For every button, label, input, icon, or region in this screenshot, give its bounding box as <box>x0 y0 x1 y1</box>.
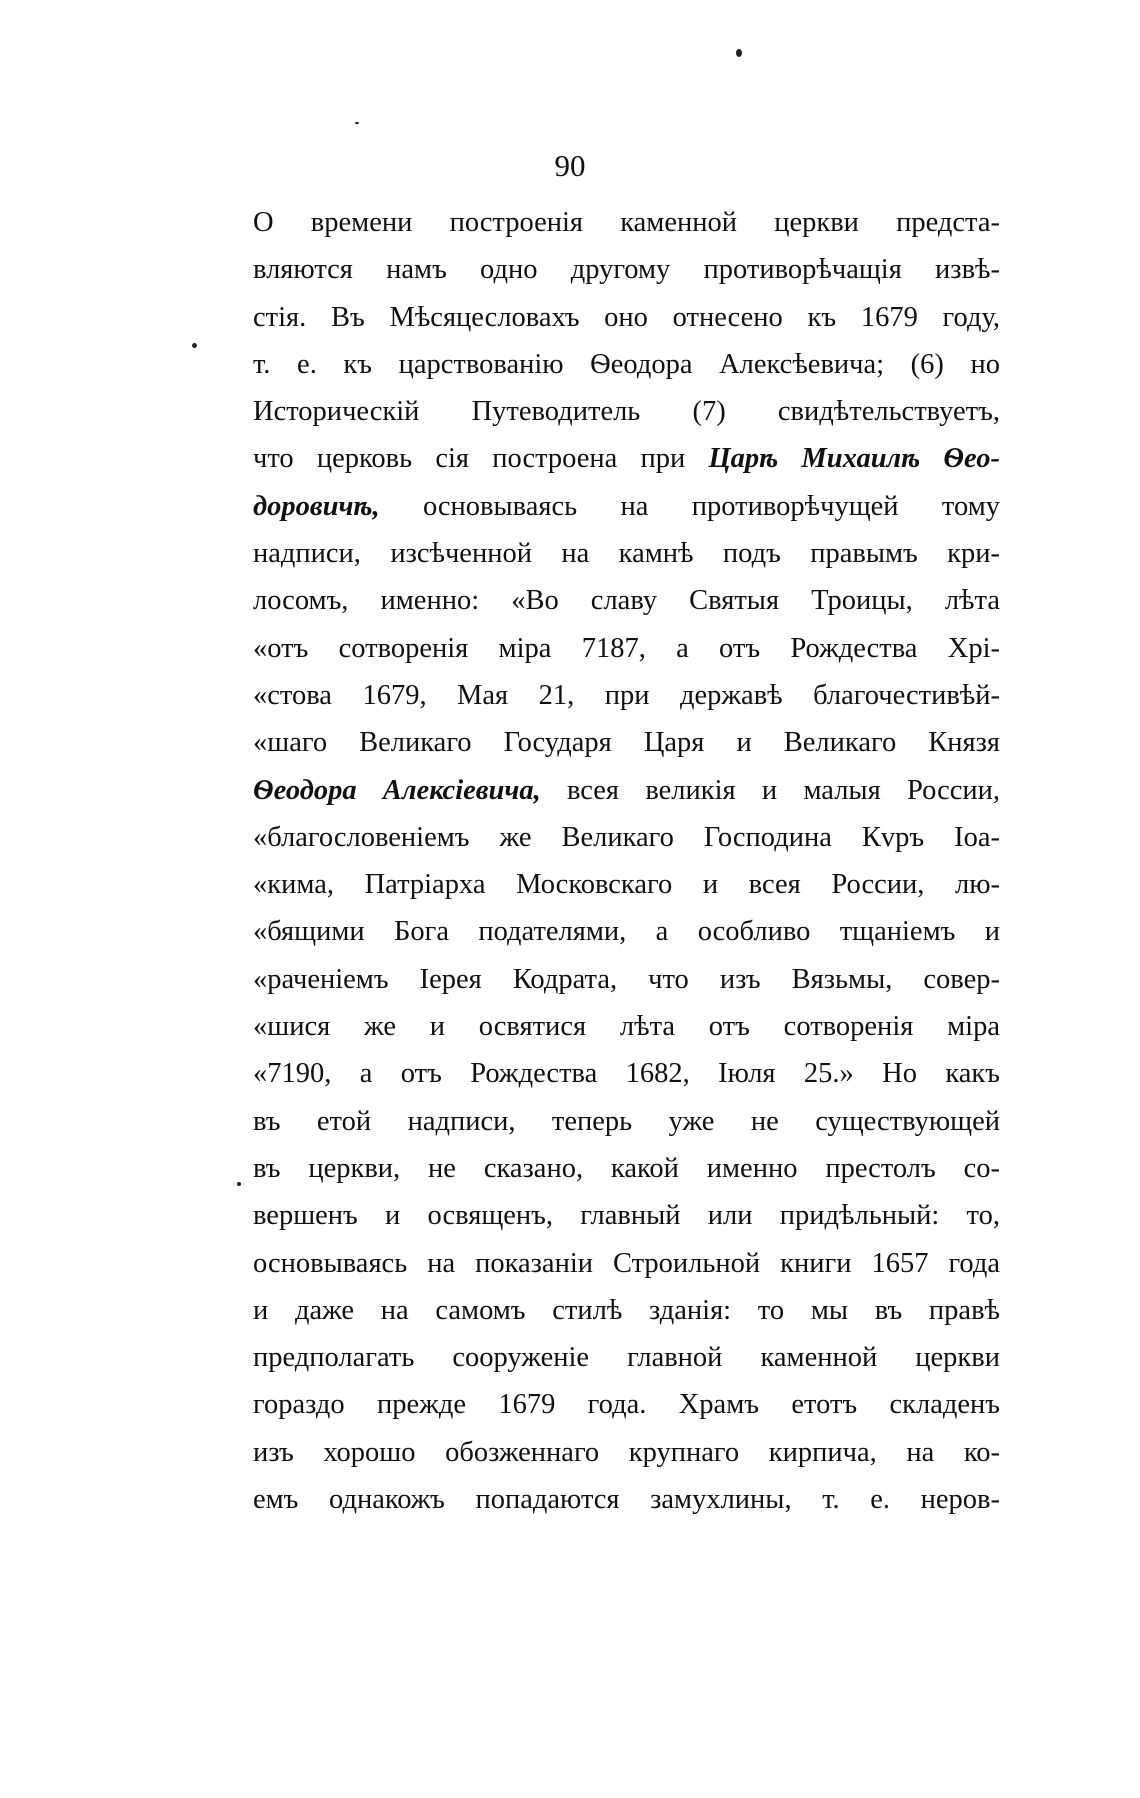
text-line <box>253 530 1000 577</box>
text-line <box>253 483 1000 530</box>
text-segment: гораздо прежде 1679 года. Храмъ етотъ складенъ <box>253 1389 1000 1421</box>
text-segment: основываясь на противорѣчущей тому <box>379 490 1000 522</box>
text-segment: О времени построенія каменной церкви предста- <box>253 207 1000 238</box>
text-line <box>253 1050 1000 1097</box>
text-segment: всея великія и малыя России, <box>540 774 1000 806</box>
text-segment: лосомъ, именно: «Во славу Святыя Троицы, лѣта <box>253 585 1000 617</box>
text-segment: основываясь на показаніи Строильной книги 1657 года <box>253 1247 1000 1279</box>
text-line <box>253 625 1000 672</box>
scan-speck <box>736 49 742 57</box>
text-segment: изъ хорошо обозженнаго крупнаго кирпича, на ко- <box>253 1436 1000 1468</box>
scan-speck <box>192 343 197 348</box>
text-line <box>253 719 1000 766</box>
italic-text-segment: Царѣ Михаилѣ Ѳео- <box>708 443 1000 475</box>
text-line <box>253 388 1000 435</box>
text-line <box>253 1098 1000 1145</box>
scan-speck <box>237 1182 241 1186</box>
text-segment: «отъ сотворенія міра 7187, а отъ Рождества Хрі- <box>253 632 1000 664</box>
text-line <box>253 1240 1000 1287</box>
text-segment: стія. Въ Мѣсяцесловахъ оно отнесено къ 1679 году, <box>253 301 1000 333</box>
text-line <box>253 199 1000 246</box>
text-line <box>253 341 1000 388</box>
text-line <box>253 1192 1000 1239</box>
text-segment: т. е. къ царствованію Ѳеодора Алексѣевича; (6) но <box>253 348 1000 380</box>
text-segment: «бящими Бога подателями, а особливо тщаніемъ и <box>253 916 1000 948</box>
text-line <box>253 1476 1000 1523</box>
text-line <box>253 1145 1000 1192</box>
text-line <box>253 767 1000 814</box>
text-segment: предполагать сооруженіе главной каменной церкви <box>253 1342 1000 1374</box>
text-segment: что церковь сія построена при <box>253 443 709 475</box>
text-line <box>253 814 1000 861</box>
text-line <box>253 1381 1000 1428</box>
text-line <box>253 577 1000 624</box>
text-segment: «благословеніемъ же Великаго Господина Кvръ Іоа- <box>253 821 1000 853</box>
text-line <box>253 246 1000 293</box>
text-line <box>253 672 1000 719</box>
text-segment: «раченіемъ Іерея Кодрата, что изъ Вязьмы, совер- <box>253 963 1000 995</box>
italic-text-segment: Ѳеодора Алексіевича, <box>253 774 541 806</box>
scan-speck <box>355 122 359 124</box>
text-segment: надписи, изсѣченной на камнѣ подъ правымъ кри- <box>253 538 1000 570</box>
italic-text-segment: доровичѣ, <box>253 490 380 522</box>
text-segment: вляются намъ одно другому противорѣчащія извѣ- <box>253 254 1000 286</box>
text-segment: Историческій Путеводитель (7) свидѣтельствуетъ, <box>253 396 1000 428</box>
text-segment: вершенъ и освященъ, главный или придѣльный: то, <box>253 1200 1000 1232</box>
text-segment: «стова 1679, Мая 21, при державѣ благочестивѣй- <box>253 679 1000 711</box>
text-line <box>253 435 1000 482</box>
text-line <box>253 1003 1000 1050</box>
text-segment: «шаго Великаго Государя Царя и Великаго Князя <box>253 727 1000 759</box>
text-segment: и даже на самомъ стилѣ зданія: то мы въ правѣ <box>253 1294 1000 1326</box>
text-line <box>253 1287 1000 1334</box>
text-line <box>253 861 1000 908</box>
text-segment: въ церкви, не сказано, какой именно престолъ со- <box>253 1152 1000 1184</box>
text-line <box>253 908 1000 955</box>
page-number: 90 <box>554 148 586 183</box>
text-line <box>253 1429 1000 1476</box>
text-segment: «7190, а отъ Рождества 1682, Іюля 25.» Но какъ <box>253 1058 1000 1090</box>
text-line <box>253 294 1000 341</box>
text-segment: въ етой надписи, теперь уже не существующей <box>253 1105 1000 1137</box>
text-segment: «шися же и освятися лѣта отъ сотворенія міра <box>253 1011 1000 1043</box>
text-line <box>253 1334 1000 1381</box>
text-segment: «кима, Патріарха Московскаго и всея России, лю- <box>253 869 1000 901</box>
text-line <box>253 956 1000 1003</box>
body-text <box>253 199 1000 1523</box>
text-segment: емъ однакожъ попадаются замухлины, т. е. неров- <box>253 1484 1000 1516</box>
